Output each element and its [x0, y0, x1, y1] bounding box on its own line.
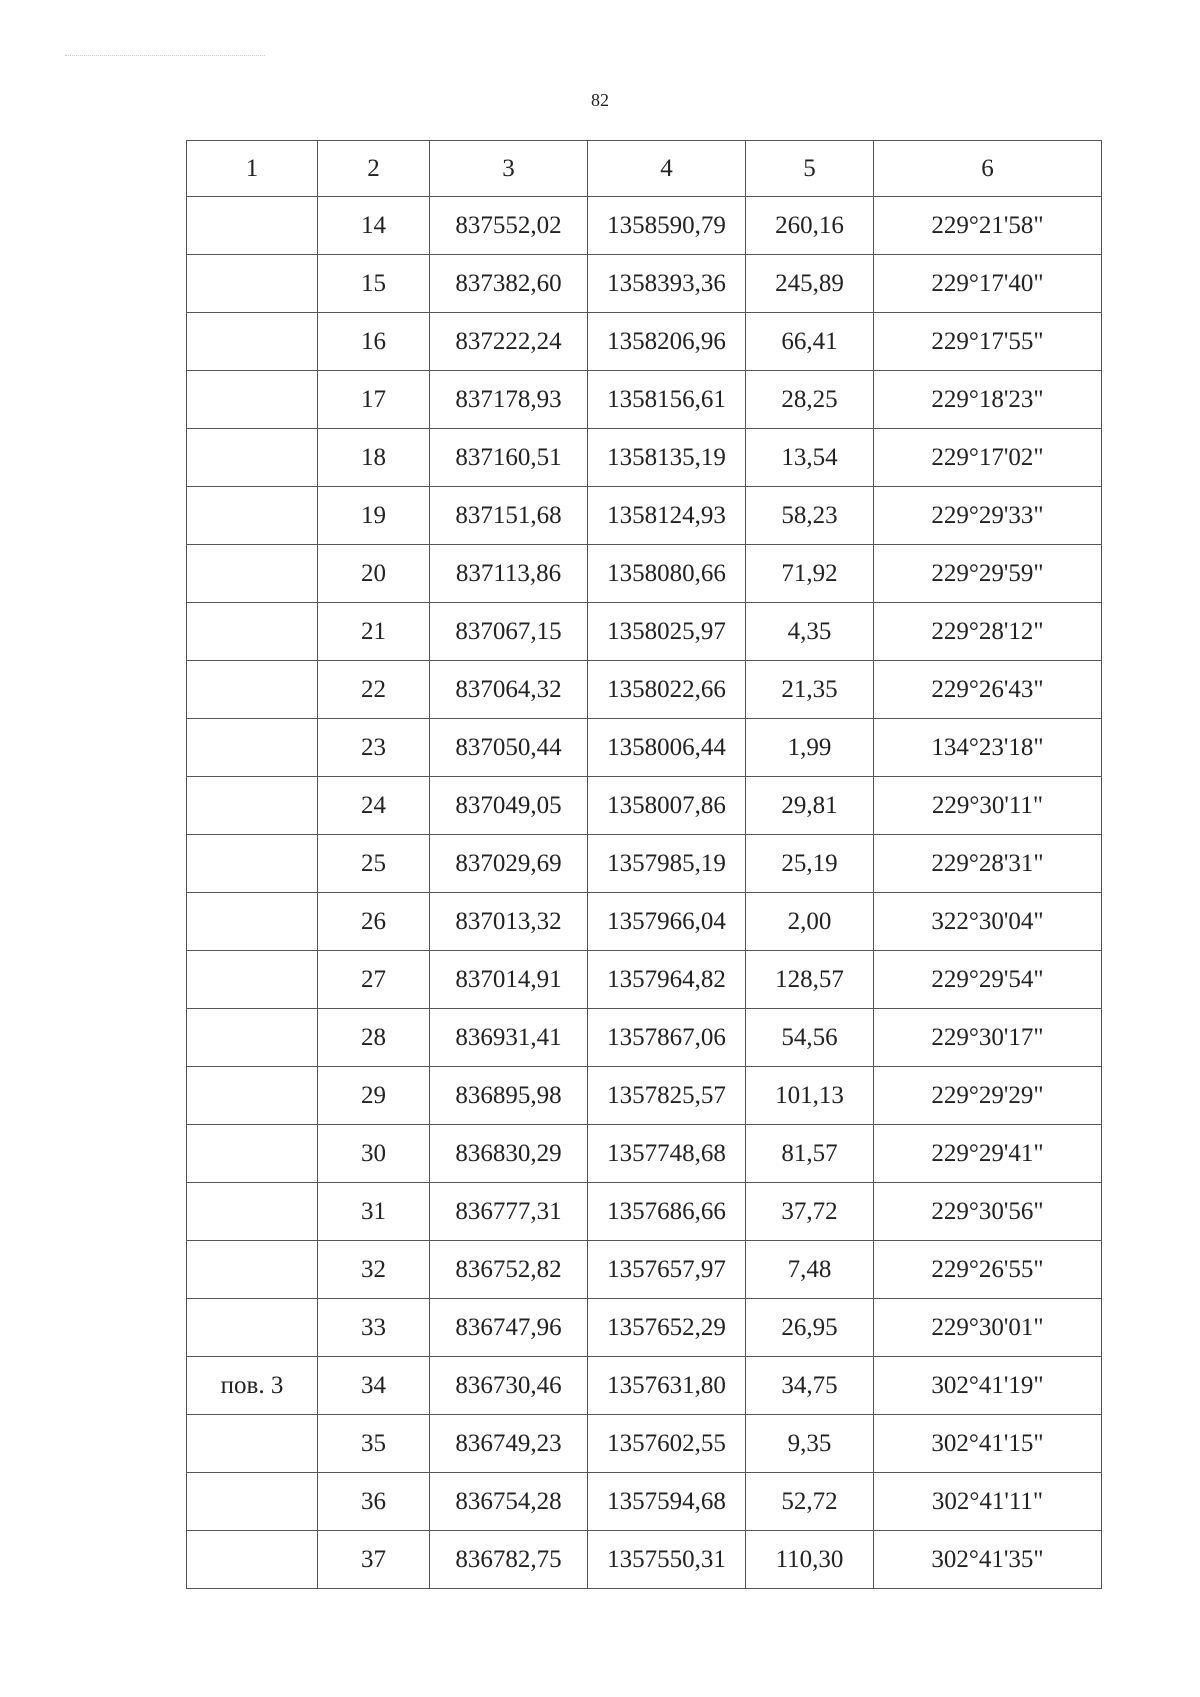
- table-row: [187, 487, 1102, 545]
- table-cell-col-3: 837067,15: [430, 603, 588, 661]
- column-header-5: 5: [746, 141, 874, 197]
- table-cell-col-3: 837014,91: [430, 951, 588, 1009]
- table-cell-col-4: 1357594,68: [588, 1473, 746, 1531]
- table-cell-col-1: [187, 1241, 318, 1299]
- table-cell-col-6: 229°17'40": [874, 255, 1102, 313]
- table-cell-col-4: 1357748,68: [588, 1125, 746, 1183]
- table-cell-col-3: 836777,31: [430, 1183, 588, 1241]
- table-cell-col-1: [187, 893, 318, 951]
- table-cell-col-2: 21: [318, 603, 430, 661]
- table-cell-col-1: [187, 661, 318, 719]
- table-cell-col-5: 52,72: [746, 1473, 874, 1531]
- table-cell-col-2: 25: [318, 835, 430, 893]
- scan-noise: [65, 55, 265, 57]
- column-header-1: 1: [187, 141, 318, 197]
- table-cell-col-5: 71,92: [746, 545, 874, 603]
- table-cell-col-6: 229°21'58": [874, 197, 1102, 255]
- table-cell-col-5: 260,16: [746, 197, 874, 255]
- table-cell-col-1: [187, 719, 318, 777]
- table-cell-col-4: 1358156,61: [588, 371, 746, 429]
- table-cell-col-2: 31: [318, 1183, 430, 1241]
- table-cell-col-5: 13,54: [746, 429, 874, 487]
- table-cell-col-4: 1358025,97: [588, 603, 746, 661]
- table-cell-col-2: 20: [318, 545, 430, 603]
- table-cell-col-3: 837013,32: [430, 893, 588, 951]
- table-cell-col-1: [187, 1415, 318, 1473]
- table-cell-col-2: 33: [318, 1299, 430, 1357]
- column-header-4: 4: [588, 141, 746, 197]
- table-cell-col-3: 837029,69: [430, 835, 588, 893]
- table-row: [187, 371, 1102, 429]
- table-body: [187, 197, 1102, 1589]
- table-row: [187, 835, 1102, 893]
- table-cell-col-4: 1357985,19: [588, 835, 746, 893]
- table-cell-col-2: 29: [318, 1067, 430, 1125]
- table-cell-col-4: 1357657,97: [588, 1241, 746, 1299]
- table-cell-col-3: 837382,60: [430, 255, 588, 313]
- table-cell-col-3: 836782,75: [430, 1531, 588, 1589]
- table-header-row: [187, 141, 1102, 197]
- table-row: [187, 255, 1102, 313]
- table-cell-col-6: 229°26'55": [874, 1241, 1102, 1299]
- table-cell-col-6: 229°29'41": [874, 1125, 1102, 1183]
- table-cell-col-6: 229°29'33": [874, 487, 1102, 545]
- table-cell-col-6: 302°41'19": [874, 1357, 1102, 1415]
- table-cell-col-6: 229°28'12": [874, 603, 1102, 661]
- table-row: [187, 1531, 1102, 1589]
- table-cell-col-6: 229°28'31": [874, 835, 1102, 893]
- table-cell-col-6: 229°30'01": [874, 1299, 1102, 1357]
- page-number: 82: [591, 90, 609, 110]
- table-cell-col-4: 1358006,44: [588, 719, 746, 777]
- table-cell-col-5: 81,57: [746, 1125, 874, 1183]
- table-cell-col-5: 4,35: [746, 603, 874, 661]
- table-cell-col-4: 1358007,86: [588, 777, 746, 835]
- column-header-3: 3: [430, 141, 588, 197]
- table-cell-col-4: 1357686,66: [588, 1183, 746, 1241]
- table-cell-col-3: 836931,41: [430, 1009, 588, 1067]
- table-cell-col-5: 1,99: [746, 719, 874, 777]
- table-cell-col-1: [187, 1125, 318, 1183]
- table-cell-col-5: 9,35: [746, 1415, 874, 1473]
- table-cell-col-5: 7,48: [746, 1241, 874, 1299]
- table-cell-col-5: 66,41: [746, 313, 874, 371]
- table-cell-col-6: 302°41'35": [874, 1531, 1102, 1589]
- table-cell-col-3: 836749,23: [430, 1415, 588, 1473]
- table-cell-col-6: 302°41'11": [874, 1473, 1102, 1531]
- table-cell-col-6: 229°30'56": [874, 1183, 1102, 1241]
- table-cell-col-6: 229°18'23": [874, 371, 1102, 429]
- table-row: [187, 313, 1102, 371]
- table-cell-col-2: 34: [318, 1357, 430, 1415]
- table-cell-col-1: [187, 777, 318, 835]
- table-cell-col-3: 837160,51: [430, 429, 588, 487]
- table-cell-col-2: 28: [318, 1009, 430, 1067]
- table-cell-col-6: 229°17'55": [874, 313, 1102, 371]
- table-cell-col-4: 1357602,55: [588, 1415, 746, 1473]
- column-header-6: 6: [874, 141, 1102, 197]
- table-cell-col-1: [187, 835, 318, 893]
- table-row: [187, 661, 1102, 719]
- table-cell-col-6: 229°30'17": [874, 1009, 1102, 1067]
- table-cell-col-1: пов. 3: [187, 1357, 318, 1415]
- table-cell-col-1: [187, 951, 318, 1009]
- table-cell-col-2: 24: [318, 777, 430, 835]
- table-cell-col-5: 110,30: [746, 1531, 874, 1589]
- table-cell-col-3: 836747,96: [430, 1299, 588, 1357]
- table-cell-col-6: 322°30'04": [874, 893, 1102, 951]
- table-cell-col-5: 21,35: [746, 661, 874, 719]
- table-cell-col-1: [187, 545, 318, 603]
- column-header-2: 2: [318, 141, 430, 197]
- table-cell-col-1: [187, 1473, 318, 1531]
- table-cell-col-4: 1358135,19: [588, 429, 746, 487]
- table-cell-col-5: 28,25: [746, 371, 874, 429]
- table-row: [187, 545, 1102, 603]
- table-cell-col-1: [187, 1067, 318, 1125]
- table-row: [187, 893, 1102, 951]
- table-cell-col-4: 1358393,36: [588, 255, 746, 313]
- table-cell-col-4: 1358080,66: [588, 545, 746, 603]
- table-cell-col-5: 2,00: [746, 893, 874, 951]
- table-cell-col-5: 34,75: [746, 1357, 874, 1415]
- table-cell-col-4: 1358022,66: [588, 661, 746, 719]
- table-cell-col-2: 17: [318, 371, 430, 429]
- table-cell-col-2: 32: [318, 1241, 430, 1299]
- table-cell-col-3: 836754,28: [430, 1473, 588, 1531]
- table-cell-col-1: [187, 1009, 318, 1067]
- table-cell-col-6: 134°23'18": [874, 719, 1102, 777]
- table-row: [187, 1125, 1102, 1183]
- table-cell-col-5: 25,19: [746, 835, 874, 893]
- table-cell-col-6: 229°29'59": [874, 545, 1102, 603]
- table-cell-col-2: 30: [318, 1125, 430, 1183]
- table-cell-col-6: 229°30'11": [874, 777, 1102, 835]
- table-cell-col-1: [187, 429, 318, 487]
- table-cell-col-1: [187, 1183, 318, 1241]
- table-cell-col-5: 54,56: [746, 1009, 874, 1067]
- table-cell-col-2: 37: [318, 1531, 430, 1589]
- table-cell-col-3: 837050,44: [430, 719, 588, 777]
- table-cell-col-1: [187, 487, 318, 545]
- table-cell-col-4: 1358590,79: [588, 197, 746, 255]
- table-cell-col-4: 1358206,96: [588, 313, 746, 371]
- table-cell-col-5: 245,89: [746, 255, 874, 313]
- table-row: [187, 1415, 1102, 1473]
- table-row: [187, 1299, 1102, 1357]
- table-cell-col-5: 37,72: [746, 1183, 874, 1241]
- table-cell-col-4: 1357867,06: [588, 1009, 746, 1067]
- table-cell-col-3: 836730,46: [430, 1357, 588, 1415]
- table-cell-col-1: [187, 371, 318, 429]
- table-cell-col-1: [187, 1299, 318, 1357]
- table-cell-col-5: 26,95: [746, 1299, 874, 1357]
- table-row: [187, 1473, 1102, 1531]
- table-cell-col-5: 101,13: [746, 1067, 874, 1125]
- table-cell-col-1: [187, 255, 318, 313]
- table-cell-col-1: [187, 197, 318, 255]
- table-cell-col-3: 836895,98: [430, 1067, 588, 1125]
- table-cell-col-4: 1358124,93: [588, 487, 746, 545]
- table-cell-col-6: 229°17'02": [874, 429, 1102, 487]
- table-cell-col-3: 837151,68: [430, 487, 588, 545]
- table-cell-col-5: 29,81: [746, 777, 874, 835]
- table-row: [187, 1183, 1102, 1241]
- table-cell-col-3: 837049,05: [430, 777, 588, 835]
- table-cell-col-1: [187, 1531, 318, 1589]
- table-cell-col-4: 1357631,80: [588, 1357, 746, 1415]
- table-cell-col-3: 836830,29: [430, 1125, 588, 1183]
- table-cell-col-2: 35: [318, 1415, 430, 1473]
- table-cell-col-2: 26: [318, 893, 430, 951]
- table-cell-col-2: 23: [318, 719, 430, 777]
- table-cell-col-3: 836752,82: [430, 1241, 588, 1299]
- table-cell-col-2: 18: [318, 429, 430, 487]
- table-row: [187, 951, 1102, 1009]
- table-row: [187, 1241, 1102, 1299]
- table-cell-col-6: 229°26'43": [874, 661, 1102, 719]
- table-cell-col-3: 837178,93: [430, 371, 588, 429]
- table-cell-col-2: 14: [318, 197, 430, 255]
- table-cell-col-4: 1357825,57: [588, 1067, 746, 1125]
- table-cell-col-5: 58,23: [746, 487, 874, 545]
- table-cell-col-2: 19: [318, 487, 430, 545]
- table-cell-col-4: 1357550,31: [588, 1531, 746, 1589]
- table-cell-col-2: 16: [318, 313, 430, 371]
- table-row: [187, 719, 1102, 777]
- table-cell-col-3: 837552,02: [430, 197, 588, 255]
- table-row: [187, 603, 1102, 661]
- table-cell-col-6: 229°29'54": [874, 951, 1102, 1009]
- table-cell-col-6: 302°41'15": [874, 1415, 1102, 1473]
- table-row: [187, 1357, 1102, 1415]
- table-cell-col-2: 15: [318, 255, 430, 313]
- table-row: [187, 1009, 1102, 1067]
- table-cell-col-5: 128,57: [746, 951, 874, 1009]
- table-row: [187, 429, 1102, 487]
- table-cell-col-2: 27: [318, 951, 430, 1009]
- table-cell-col-2: 22: [318, 661, 430, 719]
- table-cell-col-1: [187, 313, 318, 371]
- table-cell-col-6: 229°29'29": [874, 1067, 1102, 1125]
- table-cell-col-4: 1357964,82: [588, 951, 746, 1009]
- table-cell-col-2: 36: [318, 1473, 430, 1531]
- table-row: [187, 777, 1102, 835]
- table-cell-col-3: 837064,32: [430, 661, 588, 719]
- coordinates-table: [186, 140, 1102, 1589]
- table-row: [187, 1067, 1102, 1125]
- table-cell-col-4: 1357652,29: [588, 1299, 746, 1357]
- table-cell-col-3: 837222,24: [430, 313, 588, 371]
- table-cell-col-1: [187, 603, 318, 661]
- table-row: [187, 197, 1102, 255]
- table-cell-col-4: 1357966,04: [588, 893, 746, 951]
- table-cell-col-3: 837113,86: [430, 545, 588, 603]
